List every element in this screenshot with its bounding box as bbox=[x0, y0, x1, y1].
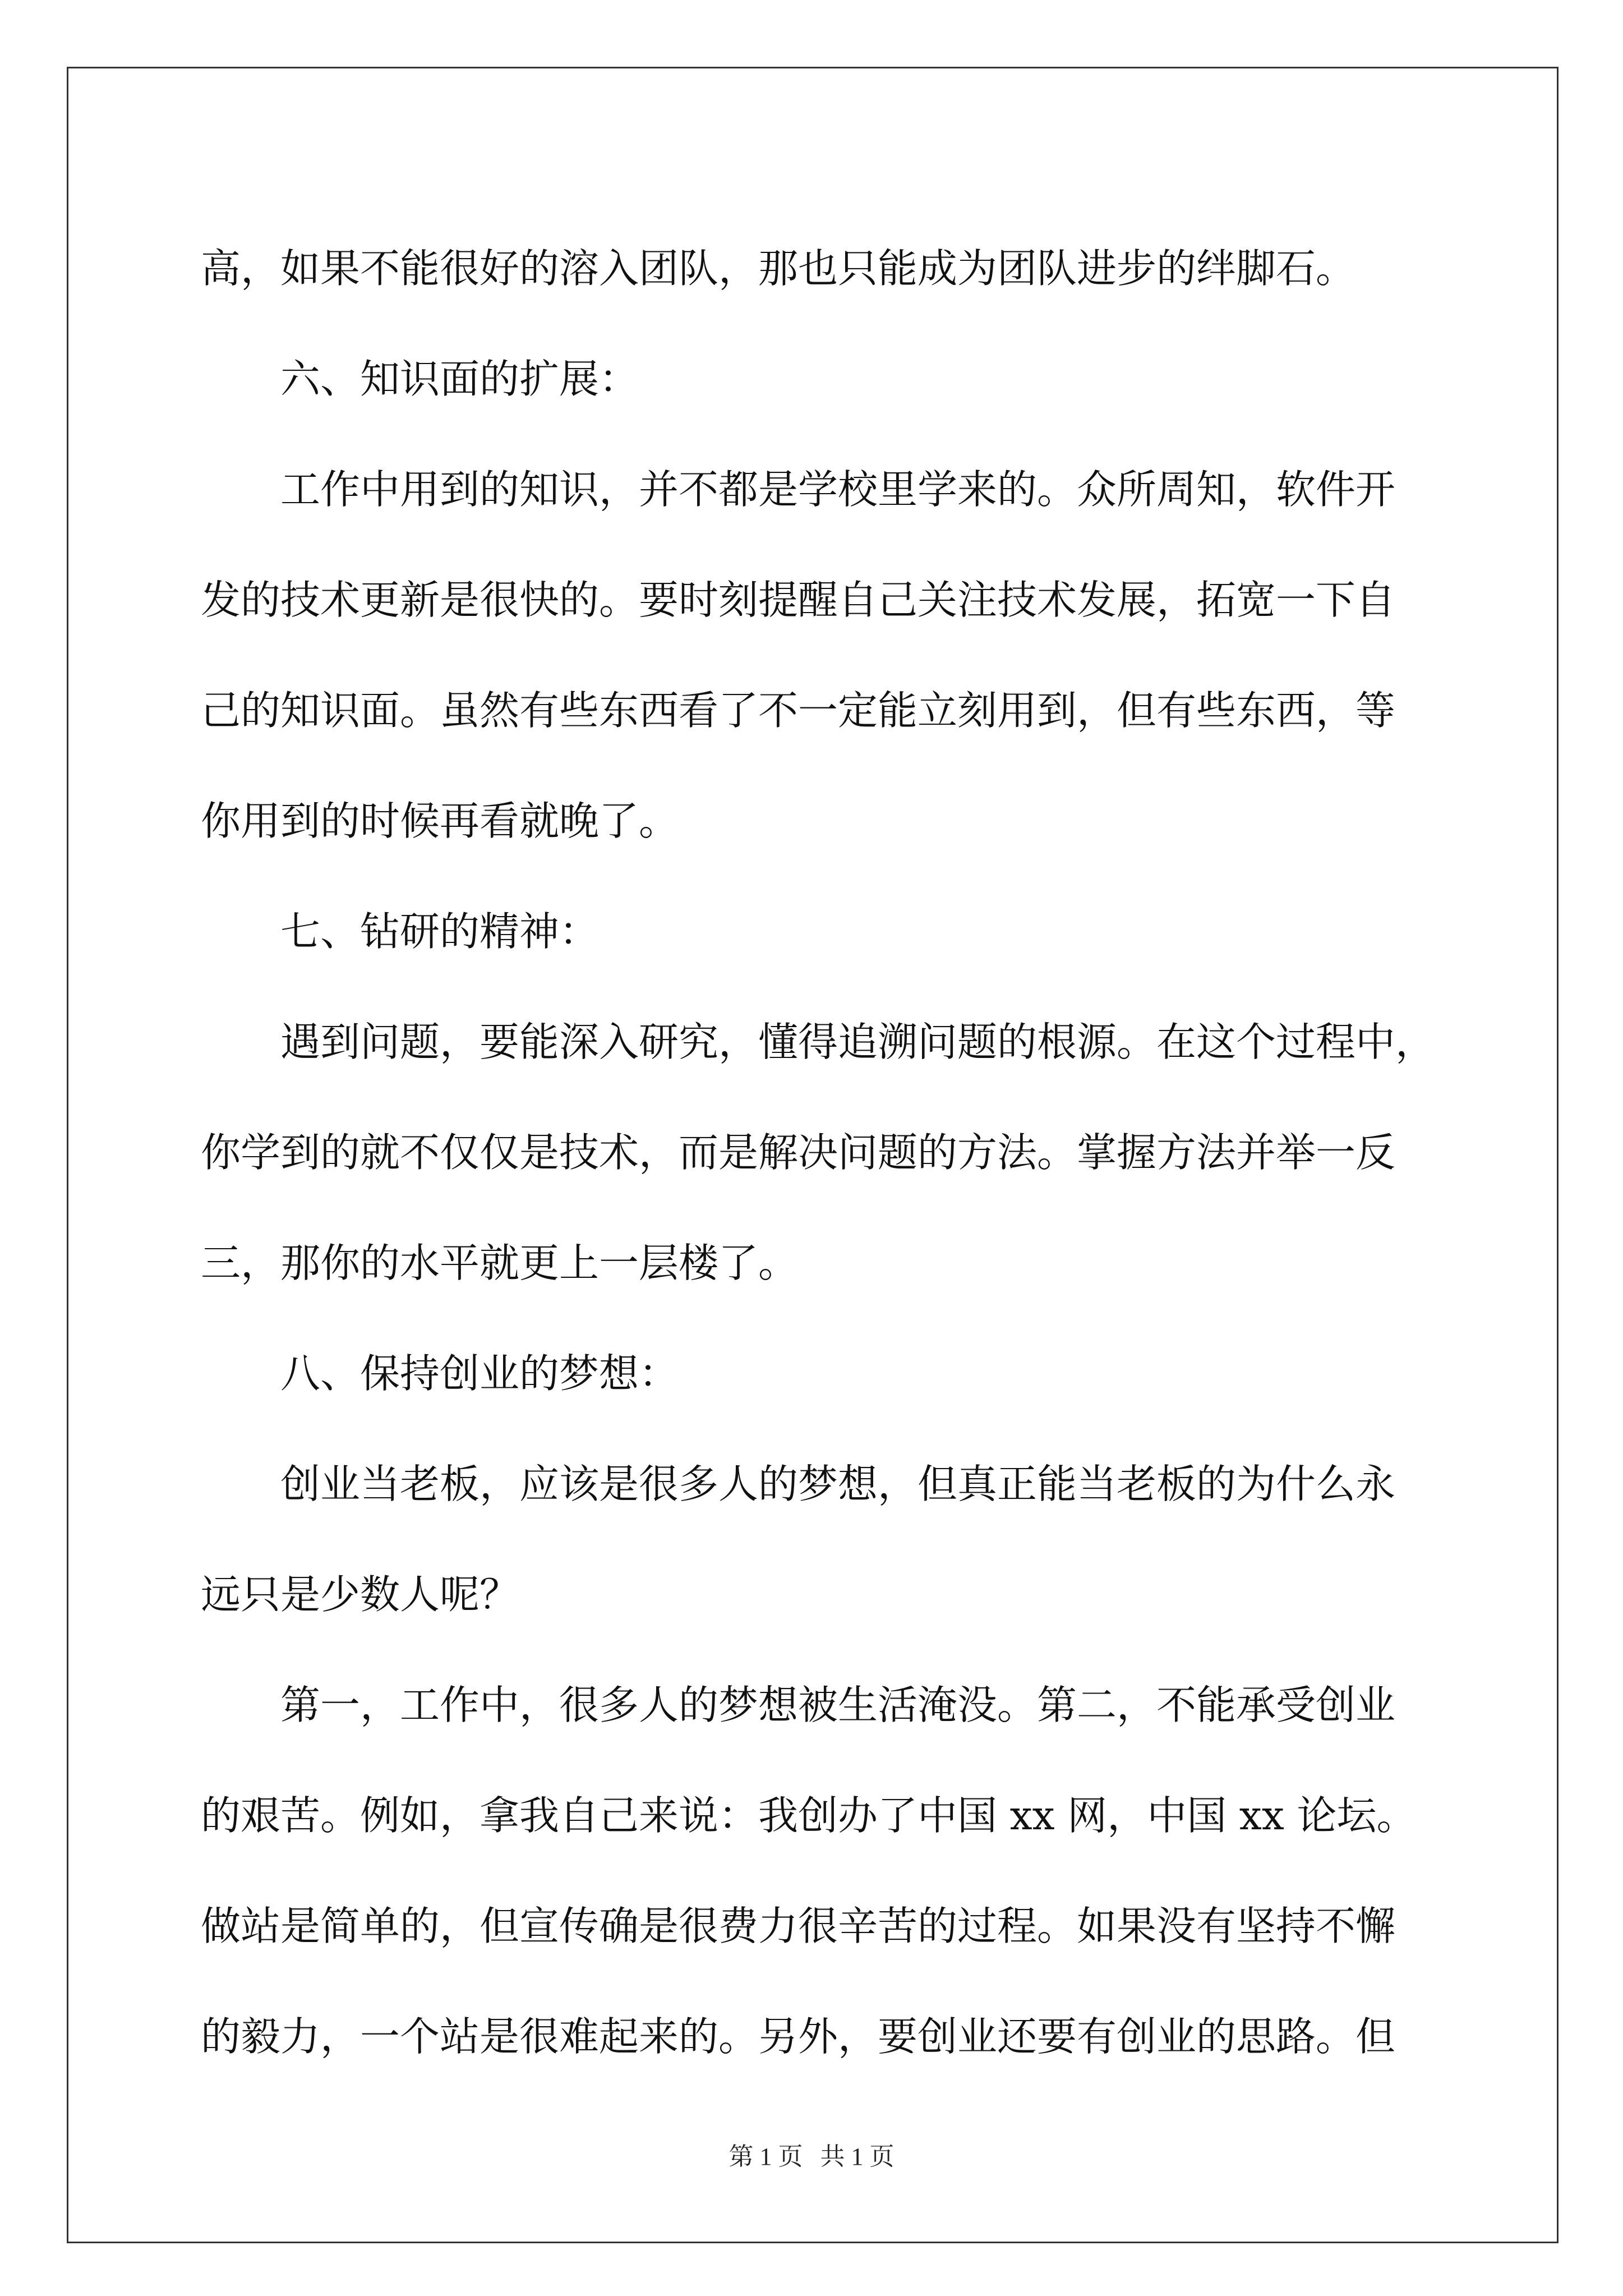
text-line: 己的知识面。虽然有些东西看了不一定能立刻用到，但有些东西，等 bbox=[201, 687, 1396, 734]
section-heading-7: 七、钻研的精神： bbox=[280, 908, 600, 955]
text-line: 的艰苦。例如，拿我自己来说：我创办了中国 xx 网，中国 xx 论坛。 bbox=[201, 1792, 1417, 1839]
text-line: 高，如果不能很好的溶入团队，那也只能成为团队进步的绊脚石。 bbox=[201, 245, 1356, 292]
page-total: 共 1 页 bbox=[820, 2143, 895, 2170]
text-line: 的毅力，一个站是很难起来的。另外，要创业还要有创业的思路。但 bbox=[201, 2013, 1396, 2060]
text-line: 遇到问题，要能深入研究，懂得追溯问题的根源。在这个过程中， bbox=[280, 1019, 1436, 1065]
text-line: 做站是简单的，但宣传确是很费力很辛苦的过程。如果没有坚持不懈 bbox=[201, 1903, 1396, 1949]
section-heading-6: 六、知识面的扩展： bbox=[280, 356, 639, 402]
text-line: 你用到的时候再看就晚了。 bbox=[201, 798, 679, 844]
text-line: 三，那你的水平就更上一层楼了。 bbox=[201, 1240, 799, 1286]
text-line: 远只是少数人呢？ bbox=[201, 1571, 520, 1618]
text-line: 工作中用到的知识，并不都是学校里学来的。众所周知，软件开 bbox=[280, 466, 1396, 513]
document-body bbox=[201, 213, 1435, 2092]
text-line: 你学到的就不仅仅是技术，而是解决问题的方法。掌握方法并举一反 bbox=[201, 1129, 1396, 1176]
section-heading-8: 八、保持创业的梦想： bbox=[280, 1350, 679, 1397]
text-line: 创业当老板，应该是很多人的梦想，但真正能当老板的为什么永 bbox=[280, 1461, 1396, 1507]
text-line: 发的技术更新是很快的。要时刻提醒自己关注技术发展，拓宽一下自 bbox=[201, 577, 1396, 623]
page-number: 第 1 页 bbox=[728, 2143, 803, 2170]
page-footer bbox=[0, 2136, 1623, 2172]
text-line: 第一，工作中，很多人的梦想被生活淹没。第二，不能承受创业 bbox=[280, 1682, 1396, 1728]
